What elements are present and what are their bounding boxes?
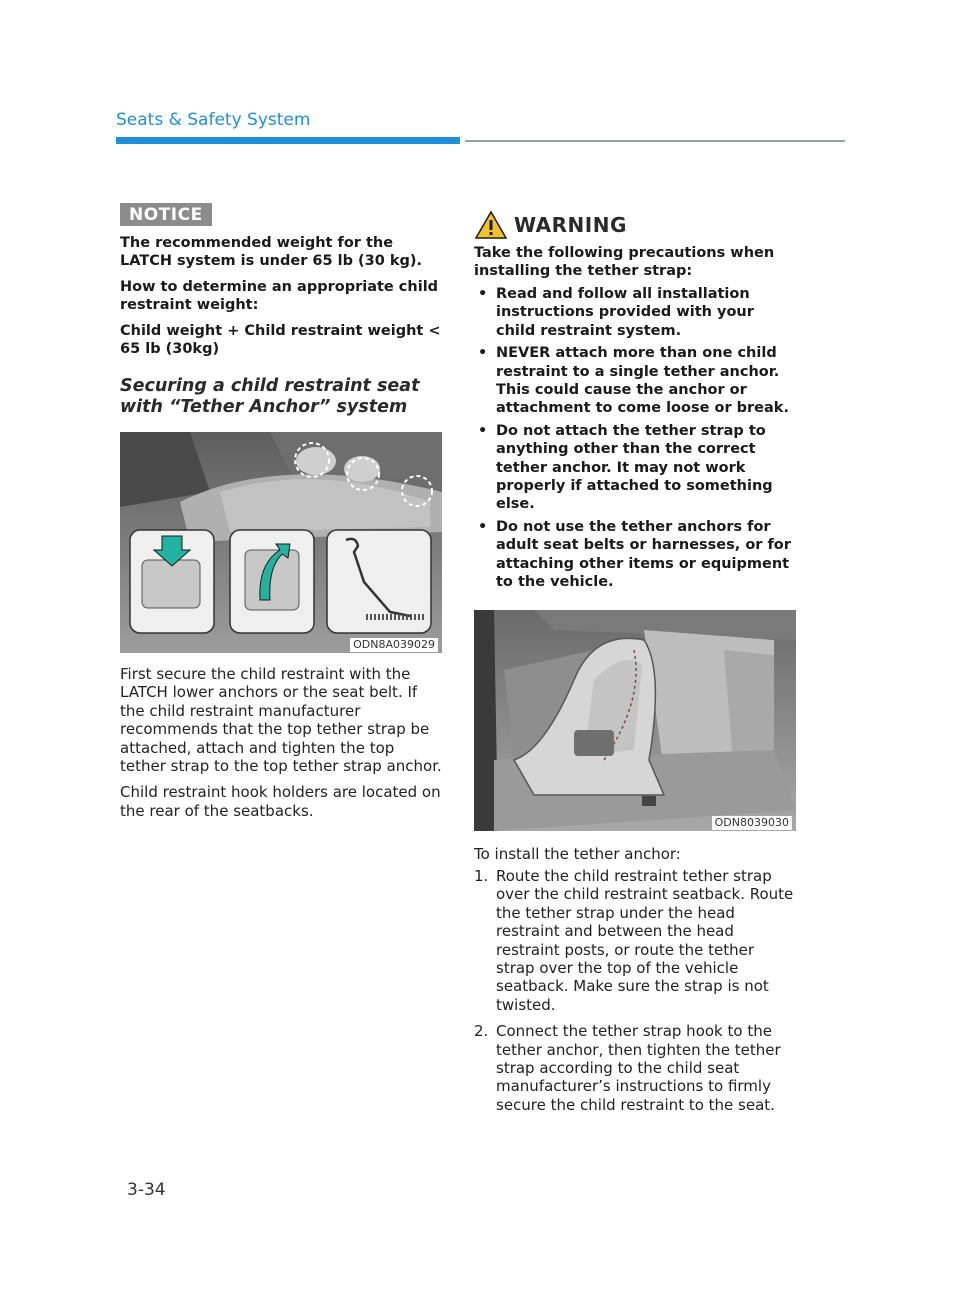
child-seat-illustration [474,610,796,831]
warning-intro: Take the following precautions when installing the tether strap: [474,245,775,279]
notice-paragraph: Child weight + Child restraint weight < 65 lb (30kg) [120,323,441,357]
step-number: 1. [474,866,489,885]
install-intro: To install the tether anchor: [474,844,681,863]
step-text: Connect the tether strap hook to the tether anchor, then tighten the tether strap according to the child seat manufacturer’s instructions to firmly secure the child restraint to the seat. [496,1022,781,1114]
body-paragraph: Child restraint hook holders are located on the rear of the seatbacks. [120,783,441,820]
list-item [474,518,796,592]
tether-anchor-figure [120,432,442,653]
step-text: Route the child restraint tether strap over the child restraint seatback. Route the tether strap under the head restraint and between the head restraint posts, or route the tether strap over the top of the vehicle seatback. Make sure the strap is not twisted. [496,866,794,1014]
section-title: Seats & Safety System [116,110,311,130]
list-item [474,1022,796,1114]
header-rule-accent [116,137,460,144]
list-item-text: NEVER attach more than one child restraint to a single tether anchor. This could cause the anchor or attachment to come loose or break. [496,345,789,417]
header-rule [465,140,845,142]
section-subheading: Securing a child restraint seat with “Tether Anchor” system [120,376,420,417]
notice-badge: NOTICE [120,203,212,226]
figure-code: ODN8A039029 [350,638,438,652]
page-number: 3-34 [127,1180,166,1200]
warning-title: WARNING [514,213,627,237]
notice-paragraph: How to determine an appropriate child restraint weight: [120,279,439,313]
bullet: • [478,345,488,362]
list-item [474,344,796,418]
warning-triangle-icon [474,210,508,240]
bullet: • [478,518,488,535]
bullet: • [478,422,488,439]
list-item [474,867,796,1014]
list-item-text: Do not attach the tether strap to anything other than the correct tether anchor. It may not work properly if attached to something else. [496,422,773,513]
step-number: 2. [474,1022,489,1041]
figure-code: ODN8039030 [712,816,792,830]
warning-list [474,285,796,592]
right-column [474,210,796,1122]
left-column [120,203,442,820]
list-item-text: Do not use the tether anchors for adult seat belts or harnesses, or for attaching other items or equipment to the vehicle. [496,518,791,591]
install-steps [474,867,796,1114]
warning-header [474,210,796,240]
list-item [474,422,796,514]
bullet: • [478,286,488,302]
child-seat-figure [474,610,796,831]
notice-paragraph: The recommended weight for the LATCH system is under 65 lb (30 kg). [120,235,423,269]
list-item [474,285,796,340]
list-item-text: Read and follow all installation instructions provided with your child restraint system. [496,286,754,339]
tether-anchor-illustration [120,432,442,653]
body-paragraph: First secure the child restraint with the LATCH lower anchors or the seat belt. If the child restraint manufacturer recommends that the top tether strap be attached, attach and tighten the top tether strap to the top tether strap anchor. [120,665,442,776]
